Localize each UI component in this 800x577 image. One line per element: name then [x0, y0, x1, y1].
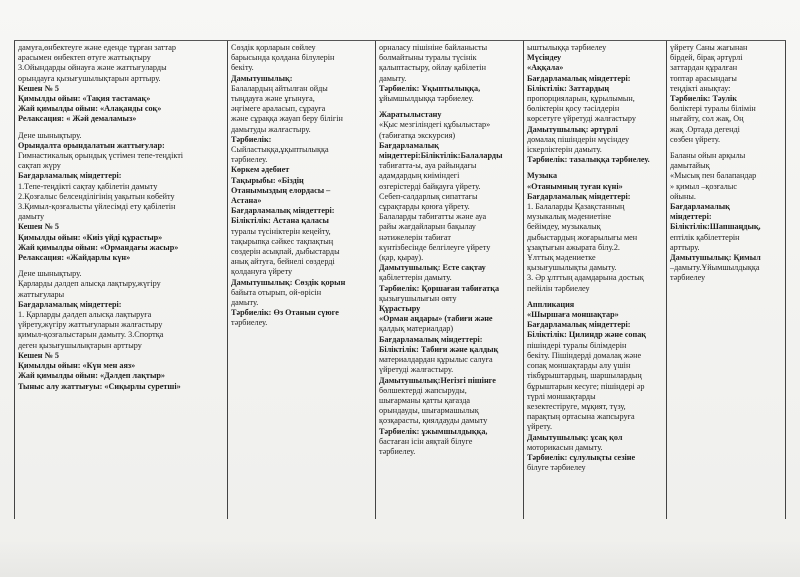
text-line: бекіту. Пішіндерді домалақ және — [527, 350, 642, 360]
text-line: домалақ пішіндерін мүсіндеу — [527, 134, 630, 144]
text-line: қызығушылықты дамыту. — [527, 263, 617, 273]
text-line: Дамытушылық: ұсақ қол — [527, 432, 623, 442]
text-line: «Орман аңдары» (табиғи және — [379, 314, 493, 324]
text-line: тақырыпқа сәйкес тақпақтың — [231, 236, 334, 246]
text-line: Жаратылыстану — [379, 110, 442, 120]
text-line: үйрету,жүгіру жаттығуларын жалғастыру — [18, 320, 163, 330]
text-line: тәрбиелеу. — [379, 446, 416, 456]
text-line: пропорцияларын, құрылымын, — [527, 94, 635, 104]
text-line: дамытайық — [670, 161, 710, 171]
text-line: әңгімеге араласып, сұрауға — [231, 104, 326, 114]
text-line: музыкалық мәдениетіне — [527, 212, 612, 222]
text-line: Бағдарламалық міндеттері: — [527, 191, 631, 201]
text-line: Қарларды дәлдеп алысқа лақтыру,жүгіру — [18, 279, 161, 289]
text-line: Бағдарламалық міндеттері: — [527, 73, 631, 83]
text-line: Бағдарламалық міндеттері: — [18, 299, 122, 309]
text-line: топтар арасындағы — [670, 73, 737, 83]
text-line: Жай қимылды ойын: «Ормандағы жасыр» — [18, 242, 179, 252]
text-line: Дамытушылық: әртүрлі — [527, 124, 618, 134]
table-column-2 — [227, 41, 375, 519]
text-line: сұрақтарды қоюға үйрету. — [379, 202, 470, 212]
text-line: ұйымшылдыққа тәрбиелеу. — [379, 94, 474, 104]
text-line: қозқарасты, қиялдауды дамыту — [379, 416, 488, 426]
text-line: қабілеттерін дамыту. — [379, 273, 452, 283]
text-line: бұрыштарын кесуге; пішіндері әр — [527, 381, 645, 391]
text-line: бейімдеу, музыкалық — [527, 222, 601, 232]
text-line: адамдардың киіміндегі — [379, 171, 460, 181]
text-line: Тақырыбы: «Біздің — [231, 175, 304, 185]
text-line: Дене шынықтыру. — [18, 269, 82, 279]
text-line: міндеттері: — [670, 212, 712, 222]
text-line: Релаксация: « Жәй демаламыз» — [18, 114, 137, 124]
text-line: көрсетуге үйретуді жалғастыру — [527, 114, 636, 124]
text-line: Тәрбиелік: Қоршаған табиғатқа — [379, 283, 500, 293]
text-line: қалыптастыру, ойлау қабілетін — [379, 63, 486, 73]
text-line: Дене шынықтыру. — [18, 130, 82, 140]
text-line: Құрастыру — [379, 304, 421, 314]
text-line: міндеттері:Біліктілік:Балаларды — [379, 151, 503, 161]
text-line: түрлі моншақтарды — [527, 391, 596, 401]
text-line: пейілін тәрбиелеу — [527, 283, 590, 293]
text-line: 1.Тепе-теңдікті сақтау қабілетін дамыту — [18, 181, 158, 191]
text-line: қызығушылығын ояту — [379, 293, 457, 303]
text-line: Музыка — [527, 171, 558, 181]
table-column-5 — [666, 41, 786, 519]
text-line: Бағдарламалық — [379, 140, 439, 150]
text-line: заттардан құралған — [670, 63, 738, 73]
text-line: Релаксация: «Жайдарлы күн» — [18, 253, 131, 263]
text-line: Бағдарламалық міндеттері: — [527, 320, 631, 330]
text-line: қимыл-қозғалыстарын дамыту. 3.Спортқа — [18, 330, 164, 340]
text-line: болмайтыны туралы түсінік — [379, 53, 477, 63]
text-line: «Мысық пен балапандар — [670, 171, 757, 181]
text-line: арттыру. — [670, 242, 700, 252]
text-line: 1. Қарларды дәлдеп алысқа лақтыруға — [18, 310, 152, 320]
text-line: туралы түсініктерін кеңейту, — [231, 226, 331, 236]
text-line: (қар, қырау). — [379, 253, 424, 263]
text-line: жақ .Ортада дегенді — [670, 124, 740, 134]
text-line: жаттығулары — [18, 289, 65, 299]
text-line: білуге тәрбиелеу — [527, 463, 586, 473]
text-line: 1. Балаларды Қазақстанның — [527, 202, 625, 212]
text-line: шығарманы қатты қағазда — [379, 395, 471, 405]
text-line: үйретуді жалғастыру. — [379, 365, 454, 375]
text-line: » қимыл –қозғалыс — [670, 181, 737, 191]
text-line: пішіндері туралы білімдерін — [527, 340, 627, 350]
text-line: Аппликация — [527, 299, 575, 309]
text-line: ұзақтығын ажырата білу.2. — [527, 242, 620, 252]
text-line: Дамытушылық: Қимыл — [670, 253, 761, 263]
text-line: барысында қолдана білулерін — [231, 53, 335, 63]
text-line: нәтижелерін табиғат — [379, 232, 451, 242]
text-line: Орындалта орындалатын жаттығулар: — [18, 140, 165, 150]
text-line: дамыту — [18, 212, 45, 222]
text-line: бөлшектерді жапсыруды, — [379, 385, 467, 395]
text-line: 2.Қозғалыс белсенділігінің уақытын көбейту — [18, 191, 175, 201]
text-line: Мүсіндеу — [527, 53, 562, 63]
text-line: дамыту. — [379, 73, 407, 83]
page-shadow — [0, 540, 800, 577]
text-line: бастаған ісін аяқтай білуге — [379, 436, 473, 446]
text-line: Тәрбиелік: тазалыққа тәрбиелеу. — [527, 155, 650, 165]
text-line: анық айтуға, бейнелі сөздерді — [231, 257, 335, 267]
text-line: ыштылыққа тәрбиелеу — [527, 43, 607, 52]
text-line: байыта отырып, ой-өрісін — [231, 287, 322, 297]
text-line: Сыйластыққа,ұқыптылыққа — [231, 145, 329, 155]
text-line: Дамытушылық: Сөздік қорын — [231, 277, 346, 287]
lesson-plan-table — [14, 40, 786, 519]
text-line: Бағдарламалық міндеттері: — [379, 334, 483, 344]
text-line: Қимылды ойын: «Киіз үйді құрастыр» — [18, 232, 163, 242]
text-line: «Қыс мезгіліндегі құбылыстар» — [379, 120, 491, 130]
text-line: Біліктілік: Цилиндр және сопақ — [527, 330, 647, 340]
text-line: 3. Әр ұлттың адамдарына достық — [527, 273, 644, 283]
text-line: нығайту, сол жақ, Оң — [670, 114, 744, 124]
text-line: Гимнастикалық орындық үстімен тепе-теңдікті — [18, 151, 184, 161]
text-line: өзгерістерді байқауға үйрету. — [379, 181, 481, 191]
text-line: тәрбиелеу. — [231, 318, 268, 328]
text-line: Бағдарламалық — [670, 202, 730, 212]
text-line: Жай қимылды ойын: «Дәлдеп лақтыр» — [18, 371, 165, 381]
text-line: 3.Қимыл-қозғалысты үйлесімді ету қабілетін — [18, 202, 176, 212]
text-line: Тәрбиелік: ұжымшылдыққа, — [379, 426, 488, 436]
text-line: Көркем әдебиет — [231, 165, 290, 175]
text-line: райы жағдайларын бақылау — [379, 222, 476, 232]
text-line: дамуға,өнбектеуге және еденде тұрған заттар — [18, 43, 176, 52]
text-line: кезектестіруге, мұқият, түзу, — [527, 401, 626, 411]
text-line: Біліктілік: Заттардың — [527, 83, 610, 93]
text-line: үйрету. — [527, 422, 552, 432]
text-line: қолдануға үйрету — [231, 267, 293, 277]
text-line: тыңдауға және ұғынуға, — [231, 94, 315, 104]
text-line: тәрбиелеу. — [231, 155, 268, 165]
text-line: сопақ моншақтарды алу үшін — [527, 361, 631, 371]
text-line: материалдардан құрылыс салуға — [379, 355, 493, 365]
text-line: парақтың ортасына жапсыруға — [527, 412, 635, 422]
text-line: сөздерін асықпай, дыбыстарды — [231, 247, 340, 257]
text-line: Отанымыздың елордасы – — [231, 185, 331, 195]
text-line: (табиғатқа экскурсия) — [379, 130, 456, 140]
text-line: Біліктілік:Шапшаңдық, — [670, 222, 761, 232]
text-line: Дамытушылық: — [231, 73, 293, 83]
text-line: дамытуды жалғастыру. — [231, 124, 311, 134]
text-line: іскерліктерін дамыту. — [527, 145, 602, 155]
text-line: Балаларды табиғатты және ауа — [379, 212, 487, 222]
text-line: –дамыту.Ұйымшылдыққа — [670, 263, 760, 273]
text-line: бөліктері туралы білімін — [670, 104, 756, 114]
text-line: ойыны. — [670, 191, 696, 201]
text-line: ептілік қабілеттерін — [670, 232, 740, 242]
text-line: Бағдарламалық міндеттері: — [231, 206, 335, 216]
text-line: Дамытушылық: Есте сақтау — [379, 263, 486, 273]
text-line: дамыту. — [231, 298, 259, 308]
text-line: бірдей, бірақ әртүрлі — [670, 53, 743, 63]
text-line: 3.Ойындарды ойнауға және жаттығуларды — [18, 63, 167, 73]
text-line: «Шыршаға моншақтар» — [527, 310, 619, 320]
text-line: орындауға қызығушылықтарын арттыру. — [18, 73, 161, 83]
text-line: Қимылды ойын: «Күн мен аяз» — [18, 361, 136, 371]
text-line: арасымен өнбектеп өтуге жаттықтыру — [18, 53, 151, 63]
text-line: Балалардың айтылған ойды — [231, 83, 328, 93]
text-line: Кешен № 5 — [18, 83, 59, 93]
text-line: Дамытушылық:Негізгі пішінге — [379, 375, 496, 385]
text-line: бекіту. — [231, 63, 254, 73]
text-line: Сөздік қорларын сөйлеу — [231, 43, 316, 52]
text-line: сақтап жүру — [18, 161, 61, 171]
text-line: Біліктілік: Табиғи және қалдық — [379, 344, 499, 354]
text-line: «Отанымның туған күні» — [527, 181, 623, 191]
text-line: Біліктілік: Астана қаласы — [231, 216, 329, 226]
text-line: Кешен № 5 — [18, 222, 59, 232]
text-line: Тәрбиелік: — [231, 134, 272, 144]
text-line: орындауды, шығармашылық — [379, 406, 479, 416]
text-line: Себеп-салдарлық сипаттағы — [379, 191, 478, 201]
text-line: тәрбиелеу — [670, 273, 706, 283]
text-line: Қимылды ойын: «Тақия тастамақ» — [18, 94, 151, 104]
text-line: тікбұрыштардың, шаршылардың — [527, 371, 642, 381]
text-line: және сұраққа жауап беру білігін — [231, 114, 343, 124]
table-column-4 — [523, 41, 666, 519]
text-line: бөліктерін қосу тәсілдерін — [527, 104, 620, 114]
text-line: деген қызығушылықтарын арттыру — [18, 340, 142, 350]
text-line: Тәрбиелік: Тәулік — [670, 94, 738, 104]
text-line: Тәрбиелік: Ұқыптылыққа, — [379, 83, 481, 93]
text-line: Бағдарламалық міндеттері: — [18, 171, 122, 181]
text-line: Тыныс алу жаттығуы: «Сиқырлы суретші» — [18, 381, 181, 391]
table-column-1 — [14, 41, 227, 519]
text-line: дыбыстардың жоғарылығы мен — [527, 232, 638, 242]
text-line: «Аққала» — [527, 63, 564, 73]
text-line: Баланы ойын арқылы — [670, 151, 746, 161]
text-line: сөзбен үйрету. — [670, 134, 721, 144]
table-column-3 — [375, 41, 523, 519]
text-line: үйрету Саны жағынан — [670, 43, 748, 52]
text-line: моторикасын дамыту. — [527, 442, 603, 452]
text-line: теңдікті анықтау: — [670, 83, 731, 93]
text-line: Жай қимылды ойын: «Алақанды соқ» — [18, 104, 162, 114]
text-line: Тәрбиелік: сұлулықты сезіне — [527, 452, 636, 462]
text-line: орналасу пішініне байланысты — [379, 43, 488, 52]
text-line: күнтізбесінде белгілеуге үйрету — [379, 242, 491, 252]
text-line: Кешен № 5 — [18, 350, 59, 360]
text-line: қалдық материалдар) — [379, 324, 454, 334]
text-line: табиғатта-ы, ауа райындағы — [379, 161, 477, 171]
text-line: Тәрбиелік: Өз Отанын сүюге — [231, 308, 339, 318]
text-line: Ұлттық мәдениетке — [527, 253, 596, 263]
text-line: Астана» — [231, 196, 262, 206]
